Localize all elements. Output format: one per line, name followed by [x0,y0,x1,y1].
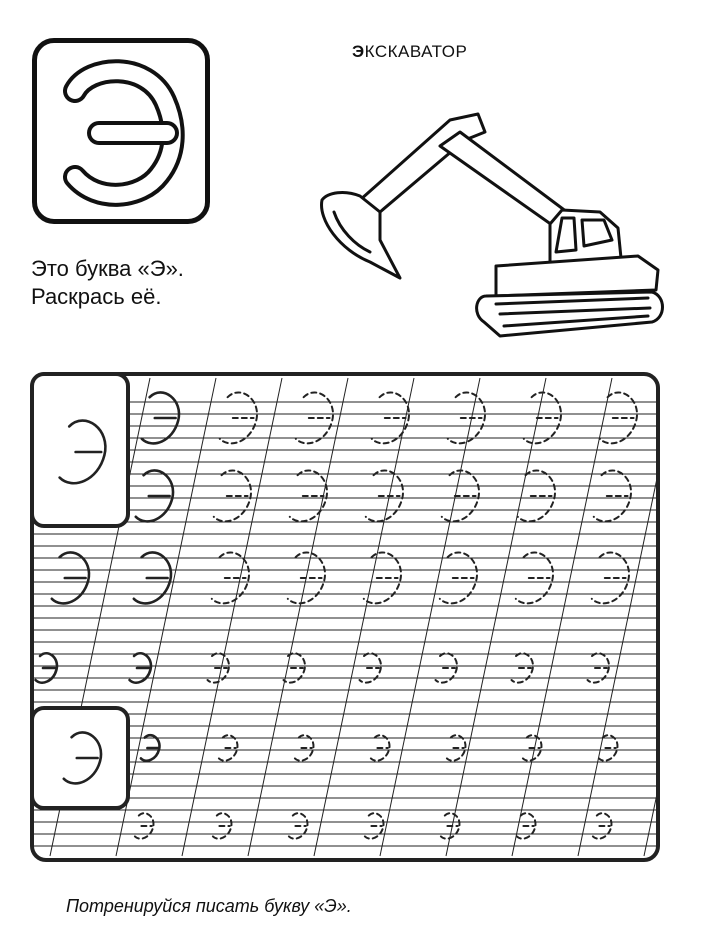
caption-line-2: Раскрась её. [31,284,162,309]
word-rest: КСКАВАТОР [364,42,468,61]
word-title [352,42,467,62]
outlined-letter-e-icon [37,43,205,219]
footer-instruction: Потренируйся писать букву «Э». [66,896,352,916]
word-first-letter: Э [352,42,365,61]
caption [31,255,184,311]
big-letter-box [32,38,210,224]
sample-box-top [32,374,128,526]
excavator-icon [300,100,672,340]
practice-area [30,372,660,862]
caption-line-1: Это буква «Э». [31,256,184,281]
